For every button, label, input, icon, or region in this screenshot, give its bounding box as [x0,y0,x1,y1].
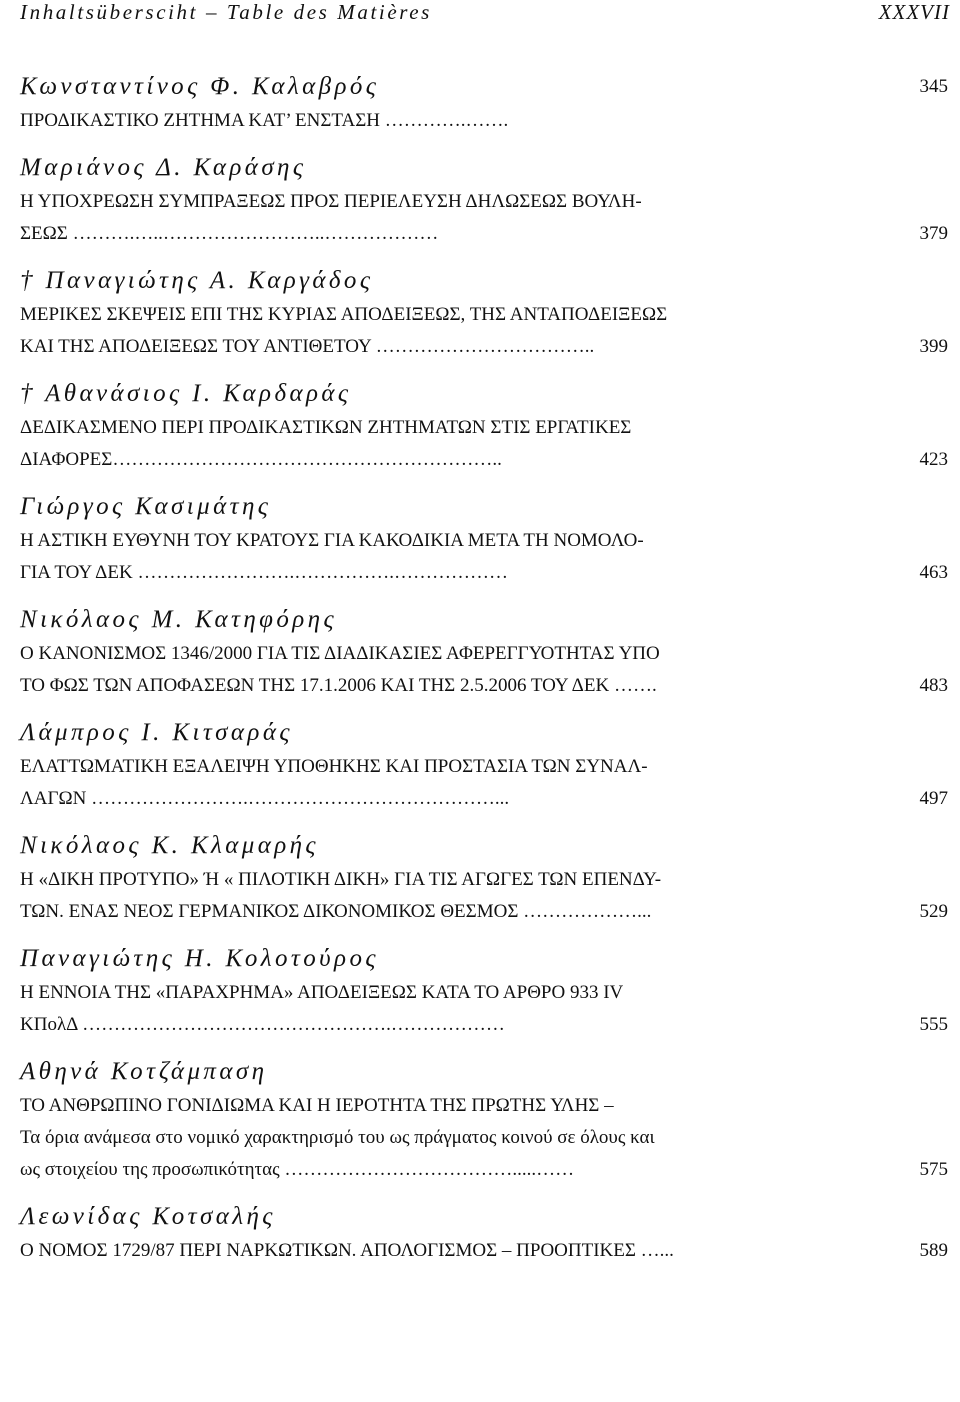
toc-entry [20,1199,948,1267]
author-name-text: † Αθανάσιος Ι. Καρδαράς [20,380,352,407]
entry-title-text: ΚΠολΔ ………………………………………….……………… [20,1014,505,1035]
author-name [20,1199,948,1235]
running-head-title: Inhaltsübersciht – Table des Matières [20,0,432,24]
entry-title-line [20,638,948,670]
author-name [20,263,948,299]
entry-page-number: 423 [919,449,948,470]
author-name-text: Νικόλαος Μ. Κατηφόρης [20,606,337,633]
toc-entry [20,150,948,250]
entry-title-line [20,896,948,928]
author-name [20,69,948,105]
author-name-text: Νικόλαος Κ. Κλαμαρής [20,832,319,859]
entry-title-line [20,1235,948,1267]
author-name-text: Γιώργος Κασιμάτης [20,493,272,520]
entry-title-text: Ο ΝΟΜΟΣ 1729/87 ΠΕΡΙ ΝΑΡΚΩΤΙΚΩΝ. ΑΠΟΛΟΓΙΣΜΟΣ – ΠΡΟΟΠΤΙΚΕΣ …... [20,1240,674,1261]
entry-title-line [20,1154,948,1186]
toc-entry [20,602,948,702]
page-number: XXXVII [878,0,950,24]
toc-entry [20,941,948,1041]
author-name-text: Μαριάνος Δ. Καράσης [20,154,307,181]
entry-title-line [20,412,948,444]
entry-page-number: 529 [919,901,948,922]
author-name [20,602,948,638]
entry-title-text: Τα όρια ανάμεσα στο νομικό χαρακτηρισμό του ως πράγματος κοινού σε όλους και [20,1127,655,1148]
entry-title-text: ως στοιχείου της προσωπικότητας ……………………………….....…… [20,1159,575,1180]
author-name [20,941,948,977]
author-name [20,150,948,186]
author-name [20,1054,948,1090]
author-name [20,489,948,525]
author-name [20,828,948,864]
entry-title-line [20,331,948,363]
entry-page-number: 399 [919,336,948,357]
entry-title-text: ΜΕΡΙΚΕΣ ΣΚΕΨΕΙΣ ΕΠΙ ΤΗΣ ΚΥΡΙΑΣ ΑΠΟΔΕΙΞΕΩΣ, ΤΗΣ ΑΝΤΑΠΟΔΕΙΞΕΩΣ [20,304,668,325]
entry-title-line [20,751,948,783]
entry-title-text: Η ΑΣΤΙΚΗ ΕΥΘΥΝΗ ΤΟΥ ΚΡΑΤΟΥΣ ΓΙΑ ΚΑΚΟΔΙΚΙΑ ΜΕΤΑ ΤΗ ΝΟΜΟΛΟ- [20,530,644,551]
toc-entry [20,1054,948,1186]
table-of-contents [20,69,948,1280]
entry-title-line [20,105,948,137]
entry-page-number: 345 [919,76,948,97]
entry-title-text: Ο ΚΑΝΟΝΙΣΜΟΣ 1346/2000 ΓΙΑ ΤΙΣ ΔΙΑΔΙΚΑΣΙΕΣ ΑΦΕΡΕΓΓΥΟΤΗΤΑΣ ΥΠΟ [20,643,660,664]
entry-title-text: ΣΕΩΣ ……….…..……………………..……………… [20,223,439,244]
author-name [20,715,948,751]
toc-entry [20,828,948,928]
entry-page-number: 483 [919,675,948,696]
entry-title-text: ΔΕΔΙΚΑΣΜΕΝΟ ΠΕΡΙ ΠΡΟΔΙΚΑΣΤΙΚΩΝ ΖΗΤΗΜΑΤΩΝ ΣΤΙΣ ΕΡΓΑΤΙΚΕΣ [20,417,632,438]
entry-title-line [20,1122,948,1154]
entry-title-line [20,299,948,331]
entry-title-line [20,218,948,250]
entry-title-line [20,1009,948,1041]
running-head [20,0,950,26]
entry-title-line [20,783,948,815]
author-name-text: Αθηνά Κοτζάμπαση [20,1058,268,1085]
entry-title-text: Η ΕΝΝΟΙΑ ΤΗΣ «ΠΑΡΑΧΡΗΜΑ» ΑΠΟΔΕΙΞΕΩΣ ΚΑΤΑ ΤΟ ΑΡΘΡΟ 933 IV [20,982,624,1003]
entry-title-line [20,977,948,1009]
entry-title-text: ΚΑΙ ΤΗΣ ΑΠΟΔΕΙΞΕΩΣ ΤΟΥ ΑΝΤΙΘΕΤΟΥ …………………………….. [20,336,595,357]
entry-title-text: ΛΑΓΩΝ …………………….…………………………………... [20,788,510,809]
author-name-text: Λεωνίδας Κοτσαλής [20,1203,276,1230]
entry-page-number: 555 [919,1014,948,1035]
entry-title-text: ΔΙΑΦΟΡΕΣ…………………………………………………….. [20,449,502,470]
entry-title-text: Η ΥΠΟΧΡΕΩΣΗ ΣΥΜΠΡΑΞΕΩΣ ΠΡΟΣ ΠΕΡΙΕΛΕΥΣΗ ΔΗΛΩΣΕΩΣ ΒΟΥΛΗ- [20,191,642,212]
entry-title-line [20,444,948,476]
author-name-text: Παναγιώτης Η. Κολοτούρος [20,945,379,972]
entry-title-line [20,864,948,896]
entry-title-line [20,525,948,557]
entry-page-number: 589 [919,1240,948,1261]
entry-page-number: 463 [919,562,948,583]
author-name [20,376,948,412]
entry-page-number: 575 [919,1159,948,1180]
toc-entry [20,489,948,589]
entry-title-line [20,1090,948,1122]
entry-page-number: 379 [919,223,948,244]
toc-entry [20,69,948,137]
toc-entry [20,376,948,476]
toc-entry [20,715,948,815]
entry-title-line [20,186,948,218]
entry-title-text: ΓΙΑ ΤΟΥ ΔΕΚ …………………….…………….……………… [20,562,508,583]
entry-title-text: ΠΡΟΔΙΚΑΣΤΙΚΟ ΖΗΤΗΜΑ ΚΑΤ’ ΕΝΣΤΑΣΗ ………….……. [20,110,509,131]
entry-title-text: Η «ΔΙΚΗ ΠΡΟΤΥΠΟ» Ή « ΠΙΛΟΤΙΚΗ ΔΙΚΗ» ΓΙΑ ΤΙΣ ΑΓΩΓΕΣ ΤΩΝ ΕΠΕΝΔΥ- [20,869,662,890]
entry-title-line [20,670,948,702]
entry-title-text: ΤΟ ΦΩΣ ΤΩΝ ΑΠΟΦΑΣΕΩΝ ΤΗΣ 17.1.2006 ΚΑΙ ΤΗΣ 2.5.2006 ΤΟΥ ΔΕΚ ……. [20,675,657,696]
author-name-text: Λάμπρος Ι. Κιτσαράς [20,719,293,746]
entry-page-number: 497 [919,788,948,809]
entry-title-text: ΤΟ ΑΝΘΡΩΠΙΝΟ ΓΟΝΙΔΙΩΜΑ ΚΑΙ Η ΙΕΡΟΤΗΤΑ ΤΗΣ ΠΡΩΤΗΣ ΥΛΗΣ – [20,1095,614,1116]
author-name-text: Κωνσταντίνος Φ. Καλαβρός [20,73,380,100]
entry-title-text: ΤΩΝ. ΕΝΑΣ ΝΕΟΣ ΓΕΡΜΑΝΙΚΟΣ ΔΙΚΟΝΟΜΙΚΟΣ ΘΕΣΜΟΣ ………………... [20,901,652,922]
toc-entry [20,263,948,363]
entry-title-text: ΕΛΑΤΤΩΜΑΤΙΚΗ ΕΞΑΛΕΙΨΗ ΥΠΟΘΗΚΗΣ ΚΑΙ ΠΡΟΣΤΑΣΙΑ ΤΩΝ ΣΥΝΑΛ- [20,756,648,777]
entry-title-line [20,557,948,589]
author-name-text: † Παναγιώτης Α. Καργάδος [20,267,374,294]
